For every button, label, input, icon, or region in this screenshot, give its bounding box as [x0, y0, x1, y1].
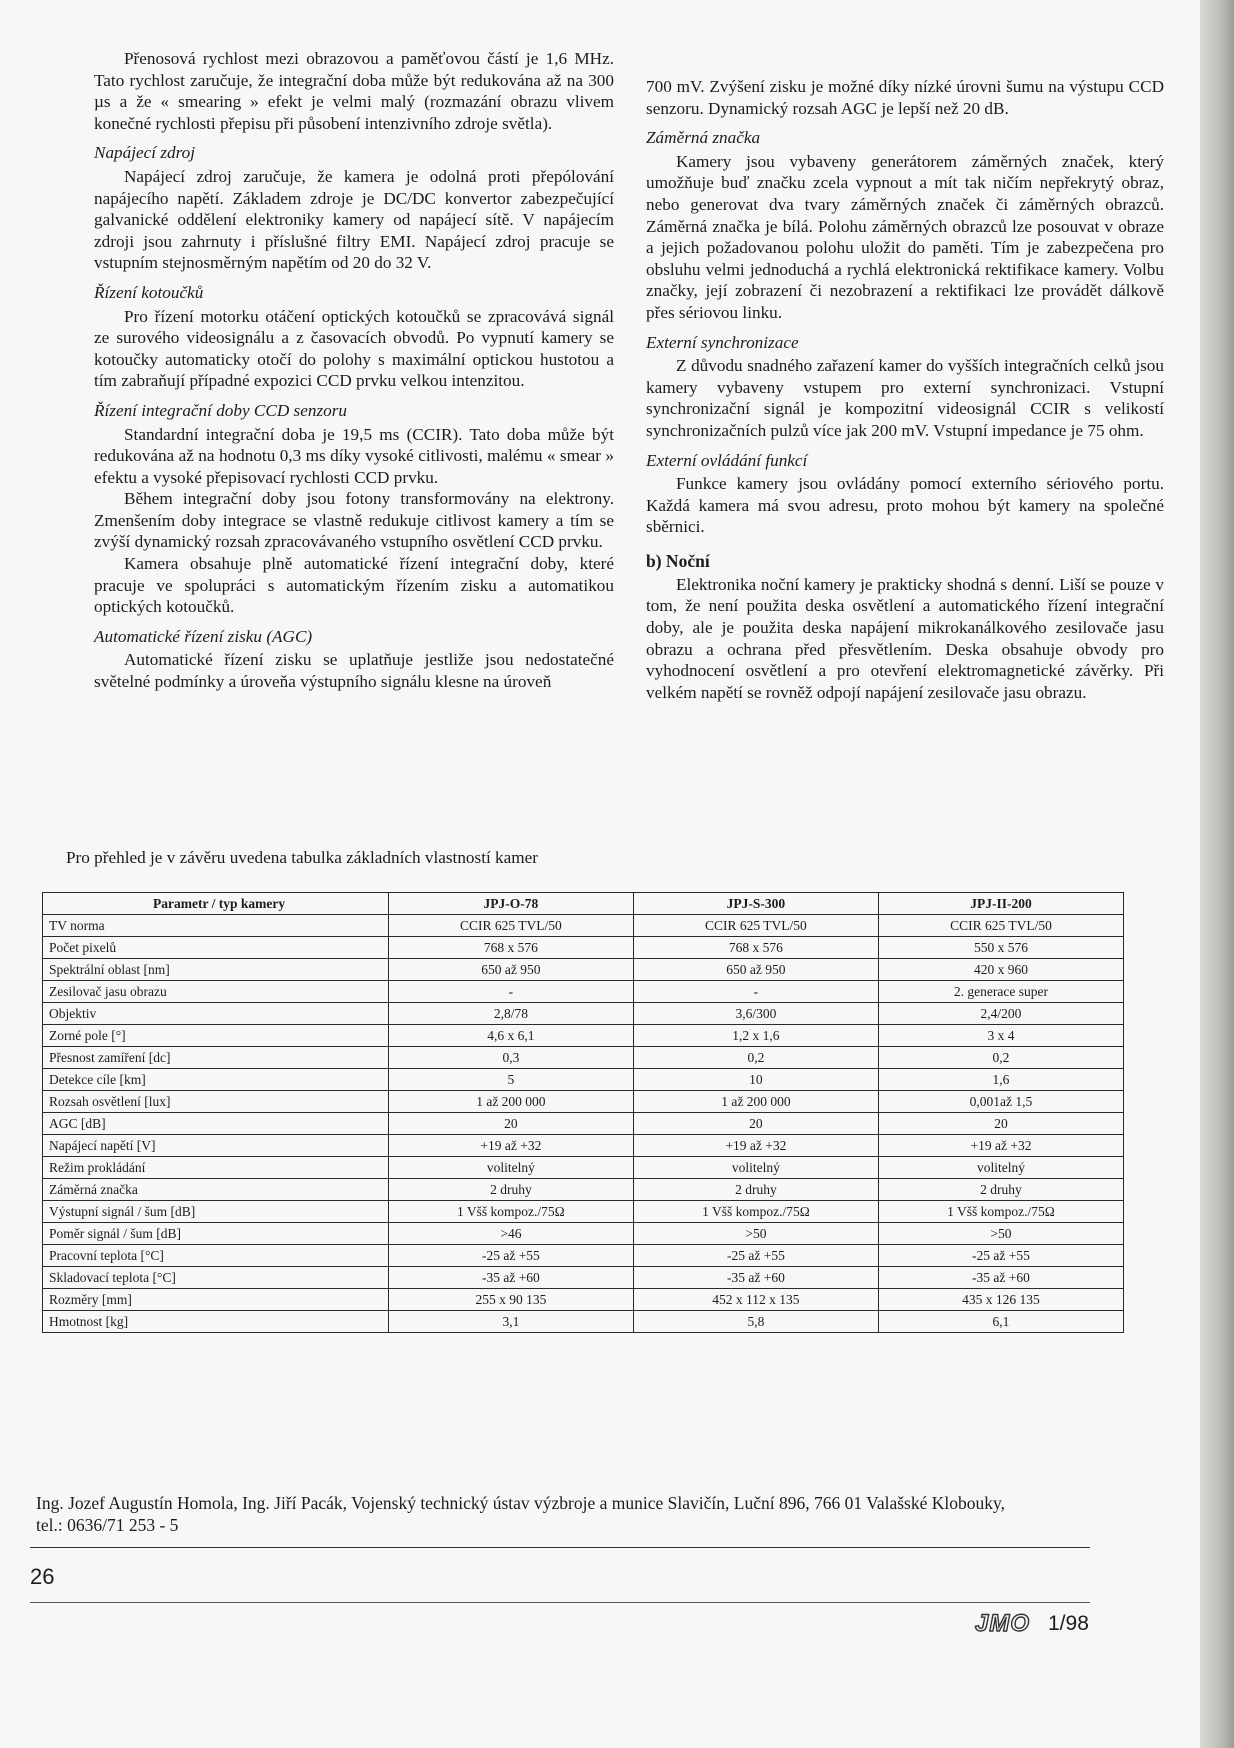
table-cell-value: 1 až 200 000	[633, 1091, 878, 1113]
table-row	[43, 1091, 1124, 1113]
table-cell-value: -35 až +60	[878, 1267, 1123, 1289]
table-cell-value: -25 až +55	[633, 1245, 878, 1267]
table-cell-value: 4,6 x 6,1	[388, 1025, 633, 1047]
paragraph-integration-2: Během integrační doby jsou fotony transformovány na elektrony. Zmenšením doby integrace se vlastně redukuje citlivost kamery a tím se zvýší dynamický rozsah zpracovávaného vstupního osvětlení CCD prvku.	[94, 489, 614, 552]
table-cell-value: 5	[388, 1069, 633, 1091]
table-row	[43, 915, 1124, 937]
paragraph-transfer-rate: Přenosová rychlost mezi obrazovou a paměťovou částí je 1,6 MHz. Tato rychlost zaručuje, že integrační doba může být redukována až na 300 µs a že « smearing » efekt je velmi malý (rozmazání obrazu vlivem konečné rychlosti přepisu při působení intenzivního zdroje světla).	[94, 49, 614, 133]
table-cell-value: CCIR 625 TVL/50	[388, 915, 633, 937]
table-cell-value: 1,6	[878, 1069, 1123, 1091]
table-row	[43, 1223, 1124, 1245]
table-cell-value: 20	[633, 1113, 878, 1135]
heading-external-sync: Externí synchronizace	[646, 332, 799, 352]
table-cell-value: 550 x 576	[878, 937, 1123, 959]
table-cell-parameter: Detekce cíle [km]	[43, 1069, 389, 1091]
table-row	[43, 937, 1124, 959]
table-body	[43, 915, 1124, 1333]
paragraph-agc: Automatické řízení zisku se uplatňuje jestliže jsou nedostatečné světelné podmínky a úroveňa výstupního signálu klesne na úroveň	[94, 650, 614, 692]
table-row	[43, 1113, 1124, 1135]
table-cell-value: 255 x 90 135	[388, 1289, 633, 1311]
table-row	[43, 1047, 1124, 1069]
table-cell-value: +19 až +32	[878, 1135, 1123, 1157]
table-cell-value: >50	[633, 1223, 878, 1245]
table-cell-value: 2,8/78	[388, 1003, 633, 1025]
table-row	[43, 1179, 1124, 1201]
table-row	[43, 1267, 1124, 1289]
table-cell-value: 2 druhy	[388, 1179, 633, 1201]
table-cell-value: 420 x 960	[878, 959, 1123, 981]
table-row	[43, 1201, 1124, 1223]
table-row	[43, 959, 1124, 981]
heading-night-camera: b) Noční	[646, 550, 710, 571]
table-cell-value: 2 druhy	[633, 1179, 878, 1201]
table-cell-value: 5,8	[633, 1311, 878, 1333]
heading-crosshair: Záměrná značka	[646, 128, 761, 148]
issue-number: 1/98	[1048, 1612, 1089, 1635]
table-cell-value: 0,001až 1,5	[878, 1091, 1123, 1113]
page-edge-shadow	[1200, 0, 1234, 1748]
footer-divider	[30, 1547, 1090, 1548]
table-cell-value: CCIR 625 TVL/50	[878, 915, 1123, 937]
table-cell-value: 1 až 200 000	[388, 1091, 633, 1113]
table-cell-parameter: Výstupní signál / šum [dB]	[43, 1201, 389, 1223]
footer-divider-lower	[30, 1602, 1090, 1603]
table-cell-value: >50	[878, 1223, 1123, 1245]
table-cell-parameter: Pracovní teplota [°C]	[43, 1245, 389, 1267]
table-cell-value: 0,2	[633, 1047, 878, 1069]
table-cell-value: -25 až +55	[388, 1245, 633, 1267]
table-row	[43, 1135, 1124, 1157]
table-cell-parameter: Záměrná značka	[43, 1179, 389, 1201]
heading-iris-control: Řízení kotoučků	[94, 282, 204, 302]
page-number: 26	[30, 1564, 55, 1589]
table-cell-value: 0,3	[388, 1047, 633, 1069]
paragraph-integration-3: Kamera obsahuje plně automatické řízení integrační doby, které pracuje ve spolupráci s automatickým řízením zisku a automatikou optických kotoučků.	[94, 554, 614, 617]
table-cell-value: 768 x 576	[633, 937, 878, 959]
table-cell-parameter: Zesilovač jasu obrazu	[43, 981, 389, 1003]
table-cell-parameter: Přesnost zamíření [dc]	[43, 1047, 389, 1069]
table-cell-value: 2,4/200	[878, 1003, 1123, 1025]
table-cell-parameter: Skladovací teplota [°C]	[43, 1267, 389, 1289]
table-cell-value: 650 až 950	[633, 959, 878, 981]
header-jpj-ii-200: JPJ-II-200	[878, 893, 1123, 915]
table-row	[43, 1003, 1124, 1025]
table-row	[43, 1157, 1124, 1179]
paragraph-crosshair: Kamery jsou vybaveny generátorem záměrných značek, který umožňuje buď značku zcela vypnout a mít tak ničím nepřekrytý obraz, nebo generovat dva tvary záměrných značek či záměrných obrazců. Záměrná značka je bílá. Polohu záměrných obrazců lze posouvat v obraze a jejich požadovanou polohu uložit do paměti. Tím je zabezpečena pro obsluhu velmi jednoduchá a rychlá elektronická rektifikace kamery. Volbu značky, její zobrazení či nezobrazení a rektifikaci lze provádět dálkově přes sériovou linku.	[646, 151, 1164, 322]
table-row	[43, 981, 1124, 1003]
header-jpj-o-78: JPJ-O-78	[388, 893, 633, 915]
table-cell-value: 0,2	[878, 1047, 1123, 1069]
table-cell-value: 3,1	[388, 1311, 633, 1333]
table-cell-parameter: Napájecí napětí [V]	[43, 1135, 389, 1157]
table-cell-value: >46	[388, 1223, 633, 1245]
table-cell-value: 2. generace super	[878, 981, 1123, 1003]
table-cell-parameter: Počet pixelů	[43, 937, 389, 959]
table-cell-value: 1,2 x 1,6	[633, 1025, 878, 1047]
table-cell-parameter: Spektrální oblast [nm]	[43, 959, 389, 981]
paragraph-integration-1: Standardní integrační doba je 19,5 ms (CCIR). Tato doba může být redukována až na hodnotu 0,3 ms díky vysoké citlivosti, malému « smear » efektu a vysoké přepisovací rychlosti CCD prvku.	[94, 424, 614, 487]
header-jpj-s-300: JPJ-S-300	[633, 893, 878, 915]
heading-power-supply: Napájecí zdroj	[94, 143, 196, 163]
table-header-row	[43, 893, 1124, 915]
table-cell-value: -	[633, 981, 878, 1003]
right-column	[646, 76, 1164, 703]
table-cell-value: 452 x 112 x 135	[633, 1289, 878, 1311]
table-cell-value: volitelný	[878, 1157, 1123, 1179]
article-body	[84, 48, 1164, 878]
table-row	[43, 1069, 1124, 1091]
heading-agc: Automatické řízení zisku (AGC)	[94, 626, 313, 646]
table-row	[43, 1025, 1124, 1047]
table-cell-value: -35 až +60	[388, 1267, 633, 1289]
table-cell-value: 2 druhy	[878, 1179, 1123, 1201]
credits-phone: tel.: 0636/71 253 - 5	[36, 1515, 179, 1535]
table-cell-parameter: Hmotnost [kg]	[43, 1311, 389, 1333]
table-cell-value: -	[388, 981, 633, 1003]
table-cell-parameter: TV norma	[43, 915, 389, 937]
paragraph-iris-control: Pro řízení motorku otáčení optických kotoučků se zpracovává signál ze surového videosignálu a z časovacích obvodů. Po vypnutí kamery se kotoučky automaticky otočí do polohy s maximální optickou hustotou a tím zabraňují případné expozici CCD prvku velkou intenzitou.	[94, 306, 614, 391]
table-cell-value: 650 až 950	[388, 959, 633, 981]
left-column	[94, 48, 614, 693]
table-cell-parameter: Objektiv	[43, 1003, 389, 1025]
table-cell-parameter: Režim prokládání	[43, 1157, 389, 1179]
paragraph-night-camera: Elektronika noční kamery je prakticky shodná s denní. Liší se pouze v tom, že není použita deska osvětlení a automatického řízení integrační doby, ale je použita deska napájení mikrokanálkového zesilovače jasu obrazu a ochrana před přesvětlením. Deska obsahuje obvody pro vyhodnocení osvětlení a pro otevření elektromagnetické závěrky. Při velkém napětí se rovněž odpojí napájení zesilovače jasu obrazu.	[646, 574, 1164, 702]
table-cell-parameter: AGC [dB]	[43, 1113, 389, 1135]
paragraph-agc-continued: 700 mV. Zvýšení zisku je možné díky nízké úrovni šumu na výstupu CCD senzoru. Dynamický rozsah AGC je lepší než 20 dB.	[646, 77, 1164, 118]
paragraph-power-supply: Napájecí zdroj zaručuje, že kamera je odolná proti přepólování napájecího napětí. Základem zdroje je DC/DC konvertor zabezpečující galvanické oddělení elektroniky kamery od napájecí sítě. V napájecím zdroji jsou zahrnuty i příslušné filtry EMI. Napájecí zdroj pracuje se vstupním stejnosměrným napětím od 20 do 32 V.	[94, 166, 614, 273]
table-cell-value: 20	[388, 1113, 633, 1135]
table-cell-value: 435 x 126 135	[878, 1289, 1123, 1311]
table-row	[43, 1311, 1124, 1333]
credits-authors: Ing. Jozef Augustín Homola, Ing. Jiří Pacák, Vojenský technický ústav výzbroje a munice Slavičín, Luční 896, 766 01 Valašské Klobouky,	[36, 1493, 1005, 1513]
table-cell-parameter: Rozměry [mm]	[43, 1289, 389, 1311]
table-cell-value: volitelný	[388, 1157, 633, 1179]
table-cell-value: -25 až +55	[878, 1245, 1123, 1267]
table-cell-value: -35 až +60	[633, 1267, 878, 1289]
table-row	[43, 1289, 1124, 1311]
table-cell-value: volitelný	[633, 1157, 878, 1179]
table-cell-value: 1 Všš kompoz./75Ω	[633, 1201, 878, 1223]
table-cell-parameter: Rozsah osvětlení [lux]	[43, 1091, 389, 1113]
header-parameter: Parametr / typ kamery	[43, 893, 389, 915]
table-cell-value: 768 x 576	[388, 937, 633, 959]
table-cell-value: 10	[633, 1069, 878, 1091]
table-cell-value: 6,1	[878, 1311, 1123, 1333]
camera-spec-table	[42, 892, 1124, 1333]
table-cell-parameter: Zorné pole [°]	[43, 1025, 389, 1047]
table-row	[43, 1245, 1124, 1267]
table-cell-parameter: Poměr signál / šum [dB]	[43, 1223, 389, 1245]
table-cell-value: 1 Všš kompoz./75Ω	[878, 1201, 1123, 1223]
table-cell-value: +19 až +32	[633, 1135, 878, 1157]
paragraph-external-control: Funkce kamery jsou ovládány pomocí externího sériového portu. Každá kamera má svou adresu, proto mohou být kamery na společné sběrnici.	[646, 474, 1164, 537]
table-cell-value: 3,6/300	[633, 1003, 878, 1025]
table-intro: Pro přehled je v závěru uvedena tabulka základních vlastností kamer	[66, 848, 539, 867]
magazine-logo: JMO	[975, 1610, 1031, 1637]
table-cell-value: 1 Všš kompoz./75Ω	[388, 1201, 633, 1223]
heading-external-control: Externí ovládání funkcí	[646, 450, 808, 470]
table-cell-value: CCIR 625 TVL/50	[633, 915, 878, 937]
table-cell-value: 3 x 4	[878, 1025, 1123, 1047]
table-cell-value: 20	[878, 1113, 1123, 1135]
author-credits	[36, 1492, 1116, 1536]
heading-integration-time: Řízení integrační doby CCD senzoru	[94, 400, 348, 420]
table-cell-value: +19 až +32	[388, 1135, 633, 1157]
paragraph-external-sync: Z důvodu snadného zařazení kamer do vyšších integračních celků jsou kamery vybaveny vstupem pro externí synchronizaci. Vstupní synchronizační signál je kompozitní videosignál CCIR s velikostí synchronizačních pulzů více jak 200 mV. Vstupní impedance je 75 ohm.	[646, 356, 1164, 440]
